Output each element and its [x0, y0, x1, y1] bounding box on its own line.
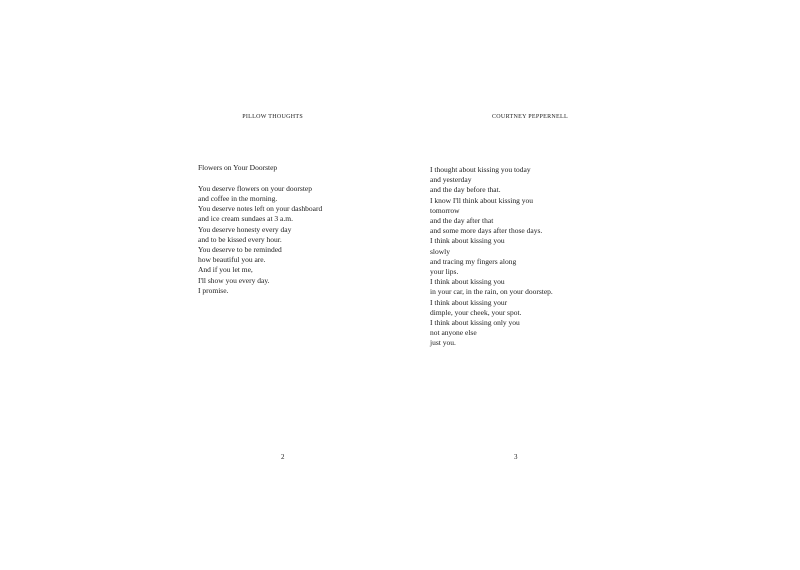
poem-line: and some more days after those days.	[430, 226, 543, 236]
poem-line: slowly	[430, 246, 451, 256]
poem-line: your lips.	[430, 267, 459, 277]
poem-line: how beautiful you are.	[198, 255, 266, 265]
poem-line: and coffee in the morning.	[198, 193, 278, 203]
poem-line: I think about kissing your	[430, 297, 508, 307]
poem-line: and tracing my fingers along	[430, 256, 517, 266]
poem-line: not anyone else	[430, 328, 477, 338]
poem-line: You deserve notes left on your dashboard	[198, 204, 323, 214]
poem-line: I'll show you every day.	[198, 275, 270, 285]
poem-line: I think about kissing you	[430, 277, 505, 287]
poem-line: and the day after that	[430, 216, 494, 226]
poem-line: I thought about kissing you today	[430, 165, 531, 174]
running-head-author: COURTNEY PEPPERNELL	[492, 114, 568, 120]
poem-title: Flowers on Your Doorstep	[198, 163, 278, 172]
poem-line: You deserve flowers on your doorstep	[198, 183, 313, 193]
poem-line: dimple, your cheek, your spot.	[430, 307, 522, 317]
poem-line: You deserve honesty every day	[198, 224, 292, 234]
poem-line: tomorrow	[430, 205, 460, 215]
page-number-left: 2	[281, 453, 285, 461]
poem-line: I promise.	[198, 285, 229, 295]
running-head-book-title: PILLOW THOUGHTS	[242, 114, 303, 120]
page-number-right: 3	[514, 453, 518, 461]
poem-line: I think about kissing you	[430, 236, 505, 246]
poem-line: and yesterday	[430, 175, 472, 185]
poem-line: And if you let me,	[198, 265, 253, 275]
poem-line: just you.	[430, 338, 456, 348]
poem-block-left	[198, 163, 322, 296]
poem-line: I think about kissing only you	[430, 318, 520, 328]
poem-line: You deserve to be reminded	[198, 244, 282, 254]
right-page	[400, 0, 800, 570]
poem-line: and ice cream sundaes at 3 a.m.	[198, 214, 293, 224]
poem-line: and to be kissed every hour.	[198, 234, 282, 244]
poem-line: in your car, in the rain, on your doorstep.	[430, 287, 553, 297]
poem-line: and the day before that.	[430, 185, 501, 195]
poem-block-right	[430, 165, 553, 349]
poem-line: I know I'll think about kissing you	[430, 195, 534, 205]
